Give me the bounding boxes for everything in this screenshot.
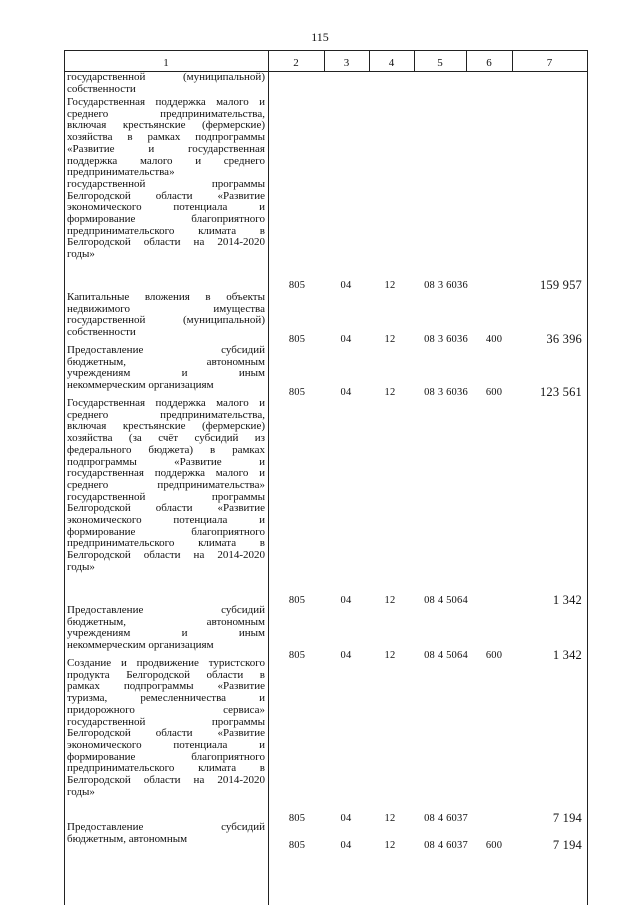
description-line: Государственная поддержка малого и bbox=[67, 96, 265, 108]
amount: 36 396 bbox=[546, 332, 582, 346]
description-line: годы» bbox=[67, 560, 95, 573]
section-code: 04 bbox=[340, 334, 352, 345]
description-line: собственности bbox=[67, 82, 136, 95]
target-article-code: 08 3 6036 bbox=[424, 280, 468, 291]
description-line: поддержка малого и среднего bbox=[67, 154, 265, 167]
description-line: собственности bbox=[67, 326, 136, 339]
subsection-code: 12 bbox=[384, 595, 396, 606]
column-header-2: 2 bbox=[293, 57, 299, 69]
amount: 123 561 bbox=[539, 385, 582, 399]
description-line: среднего предпринимательства, bbox=[67, 408, 265, 421]
description-line: годы» bbox=[67, 248, 95, 261]
description-line: Предоставление субсидий bbox=[67, 344, 265, 356]
description-line: включая крестьянские (фермерские) bbox=[67, 119, 265, 132]
description-line: Белгородской области «Развитие bbox=[67, 189, 265, 202]
description-line: государственная поддержка малого и bbox=[67, 467, 265, 480]
expense-type-code: 600 bbox=[485, 650, 503, 661]
subsection-code: 12 bbox=[384, 280, 396, 291]
description-line: Белгородской области на 2014-2020 bbox=[67, 774, 265, 787]
target-article-code: 08 4 5064 bbox=[424, 650, 468, 661]
description-line: предпринимательского климата в bbox=[67, 762, 265, 775]
target-article-code: 08 4 6037 bbox=[424, 840, 468, 851]
description-line: бюджетным, автономным bbox=[67, 615, 265, 628]
column-header-1: 1 bbox=[163, 57, 169, 69]
description-line: предпринимательского климата в bbox=[67, 224, 265, 237]
ministry-code: 805 bbox=[288, 813, 306, 824]
row-description bbox=[67, 658, 265, 798]
ministry-code: 805 bbox=[288, 650, 306, 661]
table-left-border bbox=[64, 50, 65, 905]
section-code: 04 bbox=[340, 650, 352, 661]
description-line: Белгородской области на 2014-2020 bbox=[67, 236, 265, 249]
column-header-5: 5 bbox=[437, 57, 443, 69]
row-description bbox=[67, 345, 265, 392]
description-line: формирование благоприятного bbox=[67, 750, 265, 763]
ministry-code: 805 bbox=[288, 595, 306, 606]
description-line: бюджетным, автономным bbox=[67, 355, 265, 368]
description-line: формирование благоприятного bbox=[67, 525, 265, 538]
description-line: Белгородской области на 2014-2020 bbox=[67, 549, 265, 562]
amount: 159 957 bbox=[539, 278, 582, 292]
description-line: недвижимого имущества bbox=[67, 302, 265, 315]
row-description bbox=[67, 822, 265, 845]
row-description bbox=[67, 605, 265, 652]
description-line: государственной программы bbox=[67, 177, 265, 190]
subsection-code: 12 bbox=[384, 387, 396, 398]
expense-type-code: 400 bbox=[485, 334, 503, 345]
description-line: включая крестьянские (фермерские) bbox=[67, 420, 265, 433]
target-article-code: 08 3 6036 bbox=[424, 334, 468, 345]
description-line: туризма, ремесленничества и bbox=[67, 692, 265, 705]
description-line: предпринимательского климата в bbox=[67, 537, 265, 550]
description-line: хозяйства в рамках подпрограммы bbox=[67, 131, 265, 144]
description-line: Белгородской области «Развитие bbox=[67, 502, 265, 515]
subsection-code: 12 bbox=[384, 840, 396, 851]
description-line: экономического потенциала и bbox=[67, 201, 265, 214]
description-line: федерального бюджета) в рамках bbox=[67, 443, 265, 456]
description-line: государственной (муниципальной) bbox=[67, 314, 265, 327]
description-line: государственной (муниципальной) bbox=[67, 71, 265, 83]
ministry-code: 805 bbox=[288, 840, 306, 851]
amount: 7 194 bbox=[552, 811, 582, 825]
subsection-code: 12 bbox=[384, 813, 396, 824]
description-line: государственной программы bbox=[67, 715, 265, 728]
ministry-code: 805 bbox=[288, 334, 306, 345]
description-line: Создание и продвижение туристского bbox=[67, 657, 265, 669]
section-code: 04 bbox=[340, 840, 352, 851]
description-line: предпринимательства» bbox=[67, 166, 175, 179]
row-description bbox=[67, 292, 265, 339]
description-line: бюджетным, автономным bbox=[67, 832, 188, 845]
row-description bbox=[67, 97, 265, 261]
column-header-6: 6 bbox=[486, 57, 492, 69]
description-line: некоммерческим организациям bbox=[67, 379, 214, 392]
expense-type-code: 600 bbox=[485, 840, 503, 851]
amount: 7 194 bbox=[552, 838, 582, 852]
table-right-border bbox=[587, 50, 588, 905]
description-line: Предоставление субсидий bbox=[67, 604, 265, 616]
description-line: учреждениям и иным bbox=[67, 627, 265, 640]
description-line: продукта Белгородской области в bbox=[67, 668, 265, 681]
description-line: экономического потенциала и bbox=[67, 738, 265, 751]
column-header-7: 7 bbox=[546, 57, 553, 69]
description-line: Капитальные вложения в объекты bbox=[67, 291, 265, 303]
amount: 1 342 bbox=[552, 648, 582, 662]
column-divider bbox=[268, 50, 269, 905]
target-article-code: 08 3 6036 bbox=[424, 387, 468, 398]
description-line: Белгородской области «Развитие bbox=[67, 727, 265, 740]
description-line: Предоставление субсидий bbox=[67, 821, 265, 833]
expense-type-code: 600 bbox=[485, 387, 503, 398]
description-line: хозяйства (за счёт субсидий из bbox=[67, 432, 265, 445]
amount: 1 342 bbox=[552, 593, 582, 607]
target-article-code: 08 4 6037 bbox=[424, 813, 468, 824]
description-line: государственной программы bbox=[67, 490, 265, 503]
description-line: «Развитие и государственная bbox=[67, 142, 265, 155]
description-line: экономического потенциала и bbox=[67, 514, 265, 527]
description-line: подпрограммы «Развитие и bbox=[67, 455, 265, 468]
page-number: 115 bbox=[311, 30, 329, 44]
section-code: 04 bbox=[340, 813, 352, 824]
description-line: годы» bbox=[67, 785, 95, 798]
description-line: среднего предпринимательства» bbox=[67, 478, 265, 491]
budget-table bbox=[64, 50, 588, 905]
section-code: 04 bbox=[340, 595, 352, 606]
description-line: некоммерческим организациям bbox=[67, 639, 214, 652]
description-line: учреждениям и иным bbox=[67, 367, 265, 380]
section-code: 04 bbox=[340, 280, 352, 291]
subsection-code: 12 bbox=[384, 650, 396, 661]
column-header-4: 4 bbox=[388, 57, 395, 69]
target-article-code: 08 4 5064 bbox=[424, 595, 468, 606]
ministry-code: 805 bbox=[288, 387, 306, 398]
ministry-code: 805 bbox=[288, 280, 306, 291]
row-description bbox=[67, 398, 265, 574]
description-line: придорожного сервиса» bbox=[67, 703, 265, 716]
section-code: 04 bbox=[340, 387, 352, 398]
description-line: формирование благоприятного bbox=[67, 213, 265, 226]
description-line: Государственная поддержка малого и bbox=[67, 397, 265, 409]
description-line: среднего предпринимательства, bbox=[67, 107, 265, 120]
description-line: рамках подпрограммы «Развитие bbox=[67, 680, 265, 693]
subsection-code: 12 bbox=[384, 334, 396, 345]
row-description bbox=[67, 72, 265, 95]
column-header-3: 3 bbox=[343, 57, 350, 69]
